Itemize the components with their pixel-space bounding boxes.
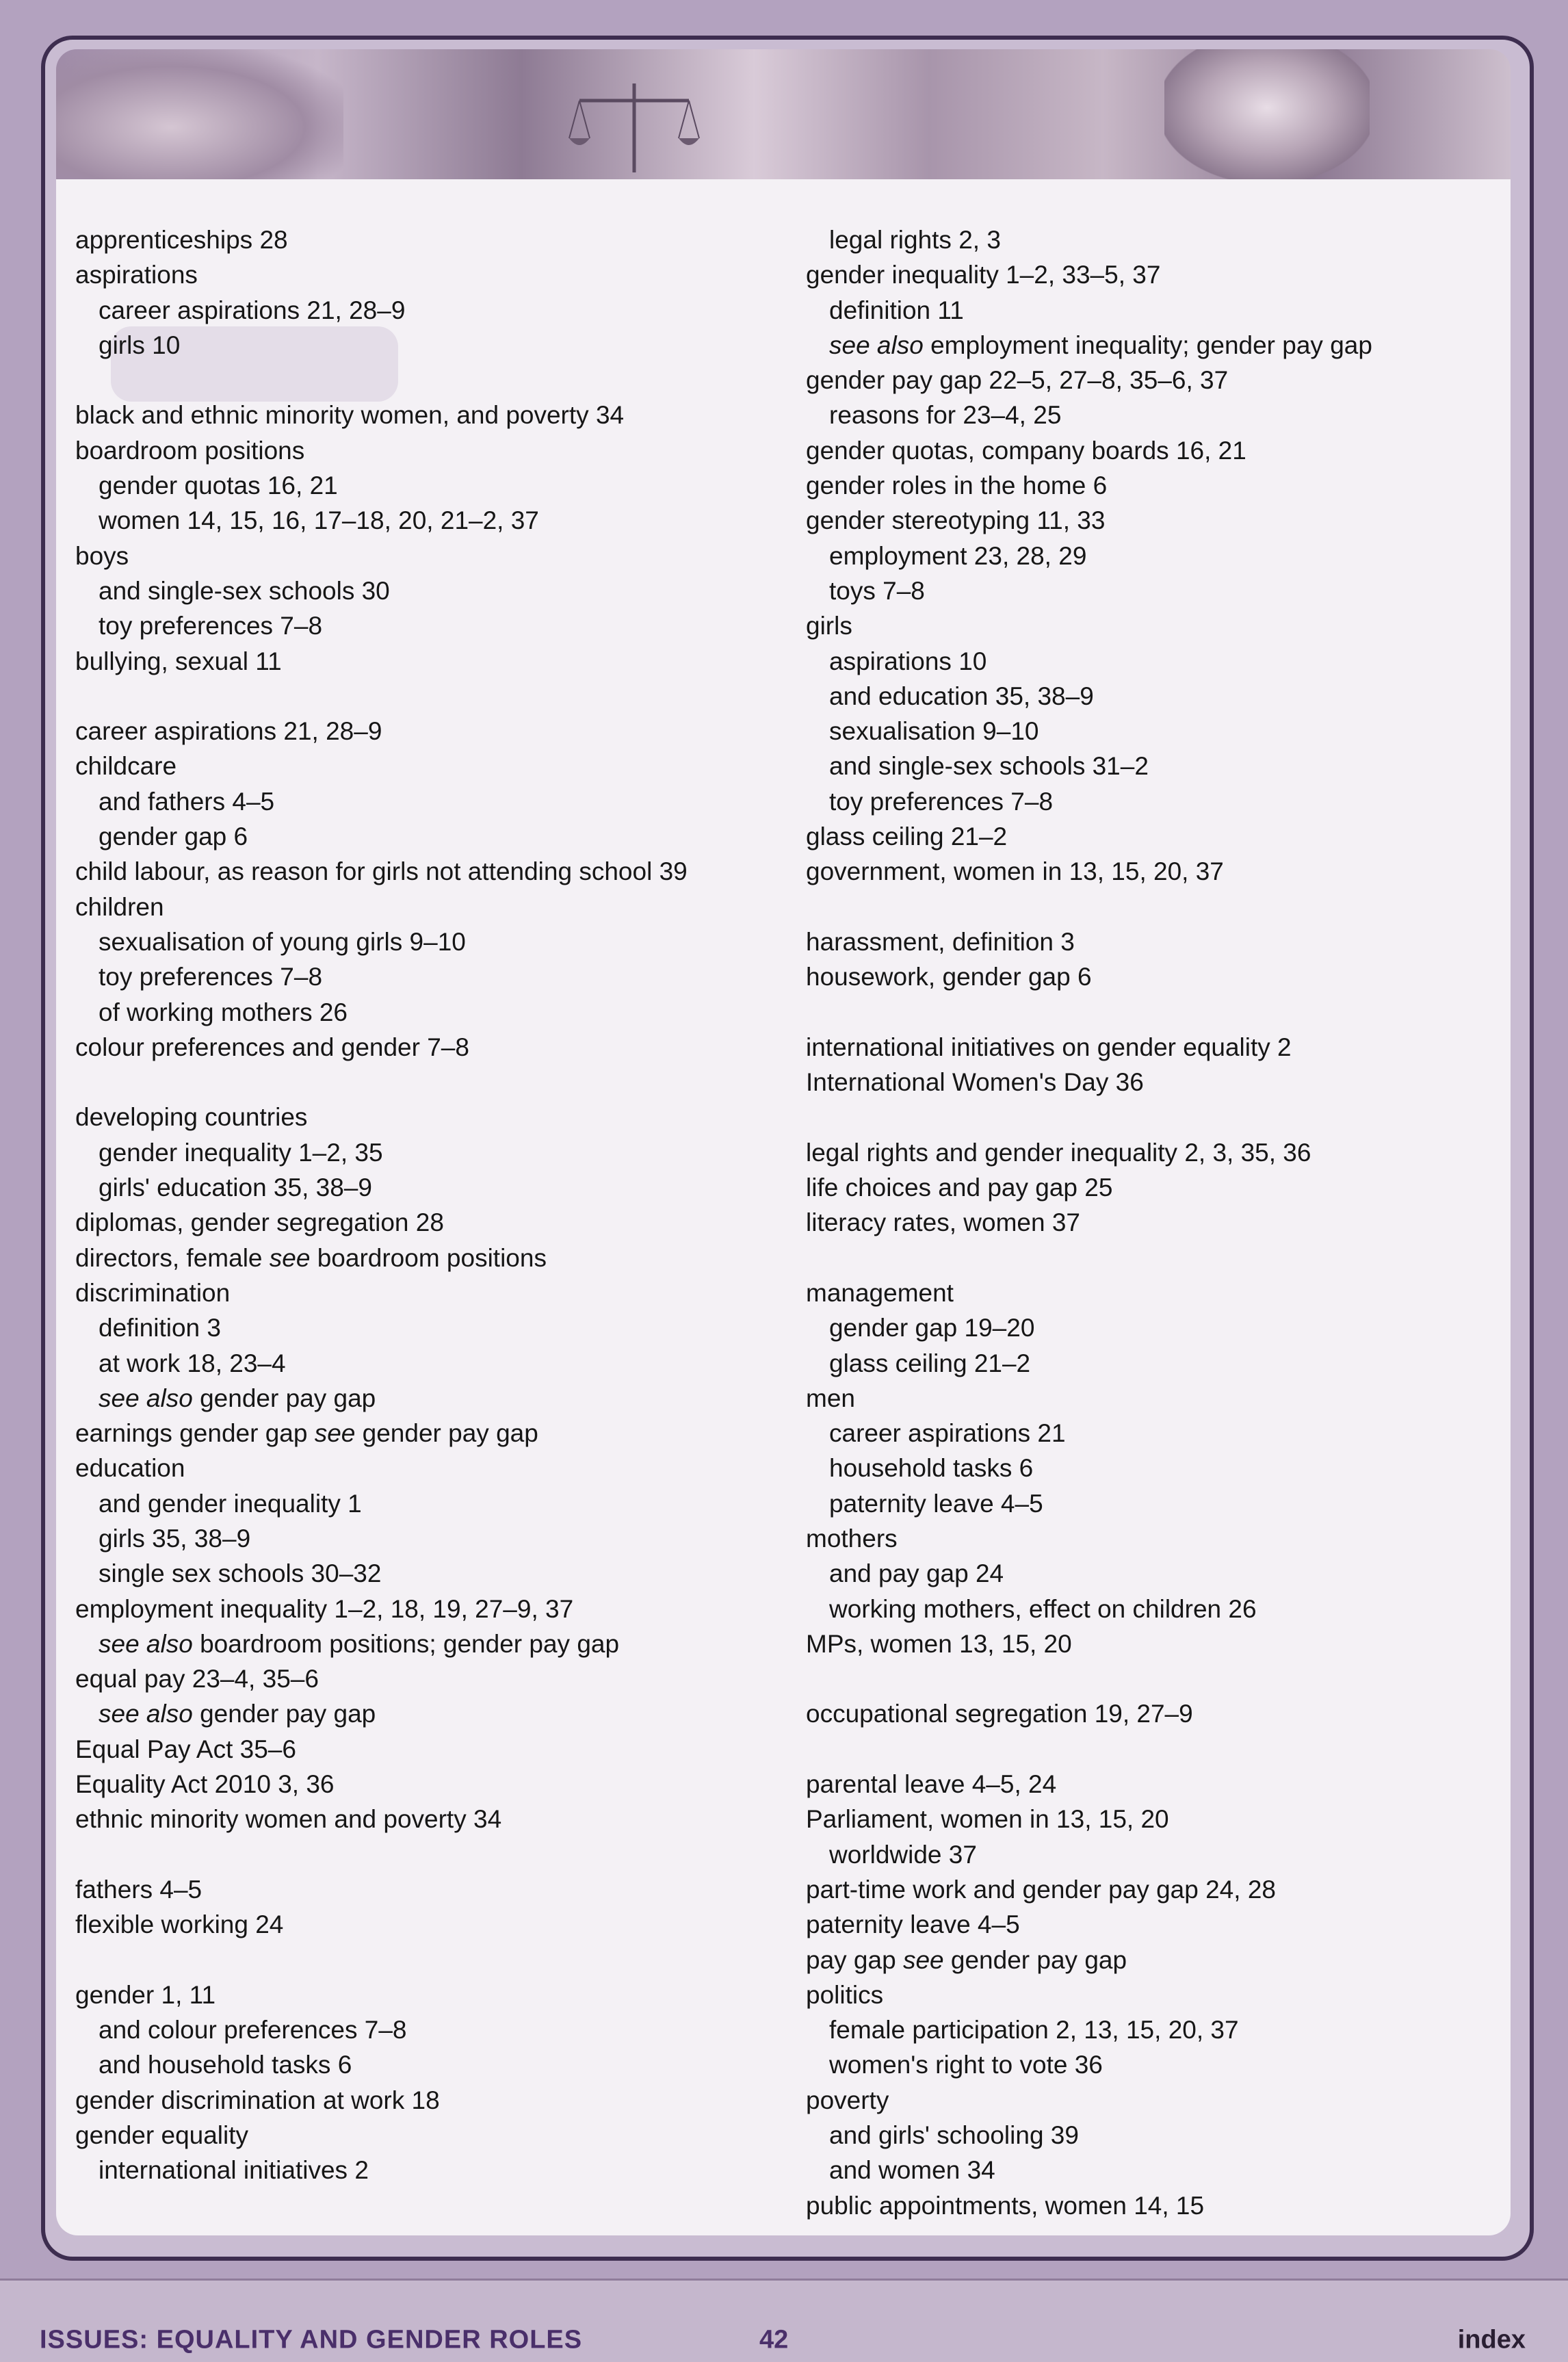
- index-subentry: [806, 2047, 1372, 2082]
- entry-text: Equality Act 2010 3, 36: [75, 1770, 335, 1799]
- entry-spacer: [806, 1732, 1372, 1767]
- entry-text: and single-sex schools 31–2: [829, 752, 1149, 781]
- entry-text: female participation 2, 13, 15, 20, 37: [829, 2016, 1239, 2045]
- see-reference: see also: [99, 1629, 193, 1658]
- entry-text: career aspirations 21, 28–9: [75, 717, 382, 746]
- face-photo: [56, 49, 343, 179]
- index-subentry: [75, 293, 688, 328]
- index-entry: [75, 1802, 688, 1837]
- entry-text: gender stereotyping 11, 33: [806, 506, 1106, 535]
- index-entry: [75, 1592, 688, 1626]
- index-entry: [806, 1030, 1372, 1065]
- index-subentry: [75, 819, 688, 854]
- index-entry: [75, 1977, 688, 2012]
- entry-text: toy preferences 7–8: [99, 963, 323, 991]
- entry-text: women 14, 15, 16, 17–18, 20, 21–2, 37: [99, 506, 539, 535]
- entry-text: poverty: [806, 2086, 889, 2114]
- entry-text: glass ceiling 21–2: [806, 822, 1008, 851]
- entry-text: gender roles in the home 6: [806, 471, 1108, 500]
- entry-text: MPs, women 13, 15, 20: [806, 1629, 1072, 1658]
- entry-text: gender quotas, company boards 16, 21: [806, 436, 1246, 465]
- entry-text: education: [75, 1454, 185, 1483]
- entry-spacer: [75, 1837, 688, 1872]
- entry-spacer: [75, 1065, 688, 1100]
- index-entry: [806, 1170, 1372, 1205]
- entry-text: and fathers 4–5: [99, 787, 275, 816]
- entry-text: boardroom positions: [75, 436, 305, 465]
- entry-text: black and ethnic minority women, and poverty 34: [75, 401, 625, 430]
- entry-text: career aspirations 21, 28–9: [99, 296, 406, 324]
- entry-text: child labour, as reason for girls not attending school 39: [75, 857, 688, 886]
- index-entry: [806, 257, 1372, 292]
- index-subentry: [806, 1416, 1372, 1451]
- index-entry: [75, 714, 688, 749]
- index-subentry: [75, 2047, 688, 2082]
- index-entry: [75, 1767, 688, 1802]
- index-subentry: [75, 2012, 688, 2047]
- entry-text: and women 34: [829, 2156, 995, 2185]
- index-entry: [806, 608, 1372, 643]
- entry-text: girls 35, 38–9: [99, 1524, 251, 1553]
- primate-photo: [1164, 49, 1370, 179]
- entry-text: employment 23, 28, 29: [829, 541, 1087, 570]
- entry-spacer: [806, 1241, 1372, 1275]
- entry-text: definition 11: [829, 296, 964, 324]
- entry-text: girls' education 35, 38–9: [99, 1173, 372, 1202]
- index-entry: [806, 1065, 1372, 1100]
- entry-text: toy preferences 7–8: [99, 612, 323, 640]
- index-entry: [806, 819, 1372, 854]
- entry-text: diplomas, gender segregation 28: [75, 1208, 444, 1237]
- index-subentry: [806, 398, 1372, 432]
- entry-text: directors, female: [75, 1243, 270, 1272]
- index-entry: [806, 363, 1372, 398]
- entry-text: worldwide 37: [829, 1840, 977, 1869]
- index-subentry: [75, 924, 688, 959]
- index-entry: [806, 468, 1372, 503]
- index-entry: [75, 749, 688, 783]
- entry-text: paternity leave 4–5: [806, 1910, 1020, 1939]
- index-subentry: [75, 995, 688, 1030]
- index-entry: [75, 1100, 688, 1134]
- index-entry: [806, 1381, 1372, 1416]
- index-entry: [806, 959, 1372, 994]
- entry-text: public appointments, women 14, 15: [806, 2191, 1205, 2220]
- index-entry: [75, 1416, 688, 1451]
- entry-text: employment inequality 1–2, 18, 19, 27–9, 37: [75, 1594, 574, 1623]
- section-label: index: [1457, 2325, 1526, 2354]
- entry-text: legal rights and gender inequality 2, 3, 35, 36: [806, 1138, 1311, 1167]
- entry-text: and gender inequality 1: [99, 1489, 362, 1518]
- entry-text: parental leave 4–5, 24: [806, 1770, 1057, 1799]
- index-subentry: [75, 1486, 688, 1521]
- scales-of-justice-icon: [562, 77, 706, 179]
- index-entry: [75, 257, 688, 292]
- index-entry: [806, 1767, 1372, 1802]
- index-subentry: [75, 608, 688, 643]
- index-subentry: [806, 1346, 1372, 1381]
- index-column-left: [75, 222, 688, 2188]
- entry-text: flexible working 24: [75, 1910, 284, 1939]
- index-subentry: [806, 293, 1372, 328]
- entry-text: girls: [806, 612, 852, 640]
- index-entry: [806, 503, 1372, 538]
- index-entry: [75, 1275, 688, 1310]
- entry-text: gender inequality 1–2, 33–5, 37: [806, 261, 1161, 289]
- entry-text: life choices and pay gap 25: [806, 1173, 1113, 1202]
- entry-spacer: [806, 1100, 1372, 1134]
- entry-text: part-time work and gender pay gap 24, 28: [806, 1875, 1276, 1904]
- index-entry: [75, 538, 688, 573]
- index-entry: [75, 1907, 688, 1942]
- index-subentry: [806, 2012, 1372, 2047]
- entry-text: sexualisation of young girls 9–10: [99, 927, 466, 956]
- entry-text: legal rights 2, 3: [829, 226, 1001, 254]
- index-entry: [75, 1661, 688, 1696]
- index-subentry: [75, 784, 688, 819]
- entry-text: earnings gender gap: [75, 1419, 315, 1448]
- index-subentry: [806, 1451, 1372, 1485]
- index-entry: [806, 1275, 1372, 1310]
- entry-text: gender discrimination at work 18: [75, 2086, 440, 2114]
- entry-text: harassment, definition 3: [806, 927, 1075, 956]
- index-subentry: [806, 714, 1372, 749]
- entry-text: and single-sex schools 30: [99, 576, 390, 605]
- index-entry: [75, 854, 688, 889]
- index-subentry: [806, 644, 1372, 679]
- index-entry: [806, 1626, 1372, 1661]
- entry-text: children: [75, 892, 164, 921]
- index-subentry: [806, 328, 1372, 363]
- entry-text: of working mothers 26: [99, 998, 348, 1026]
- entry-text: Parliament, women in 13, 15, 20: [806, 1805, 1169, 1834]
- entry-text: gender pay gap: [355, 1419, 538, 1448]
- index-column-right: [806, 222, 1372, 2223]
- index-entry: [75, 1451, 688, 1485]
- entry-spacer: [75, 363, 688, 398]
- see-reference: see: [314, 1419, 356, 1448]
- entry-spacer: [806, 1661, 1372, 1696]
- entry-text: apprenticeships 28: [75, 226, 288, 254]
- entry-spacer: [75, 1943, 688, 1977]
- entry-text: colour preferences and gender 7–8: [75, 1033, 469, 1061]
- index-subentry: [806, 784, 1372, 819]
- entry-text: working mothers, effect on children 26: [829, 1594, 1257, 1623]
- entry-text: gender equality: [75, 2121, 249, 2150]
- index-entry: [806, 1696, 1372, 1731]
- index-entry: [806, 1977, 1372, 2012]
- entry-text: gender pay gap: [192, 1700, 376, 1728]
- index-subentry: [75, 1626, 688, 1661]
- entry-text: aspirations 10: [829, 647, 987, 675]
- entry-text: and colour preferences 7–8: [99, 2016, 407, 2045]
- entry-text: definition 3: [99, 1314, 221, 1342]
- entry-text: equal pay 23–4, 35–6: [75, 1665, 319, 1693]
- entry-text: occupational segregation 19, 27–9: [806, 1700, 1193, 1728]
- entry-text: and household tasks 6: [99, 2051, 352, 2079]
- entry-text: government, women in 13, 15, 20, 37: [806, 857, 1224, 886]
- index-entry: [806, 854, 1372, 889]
- index-subentry: [806, 749, 1372, 783]
- index-subentry: [75, 328, 688, 363]
- index-entry: [75, 644, 688, 679]
- entry-text: glass ceiling 21–2: [829, 1349, 1031, 1377]
- entry-text: toys 7–8: [829, 576, 925, 605]
- entry-text: boardroom positions; gender pay gap: [192, 1629, 620, 1658]
- entry-text: management: [806, 1278, 954, 1307]
- entry-text: women's right to vote 36: [829, 2051, 1103, 2079]
- entry-text: reasons for 23–4, 25: [829, 401, 1062, 430]
- entry-text: employment inequality; gender pay gap: [923, 330, 1372, 359]
- see-reference: see: [902, 1945, 944, 1974]
- index-entry: [75, 1241, 688, 1275]
- entry-spacer: [806, 995, 1372, 1030]
- index-subentry: [75, 1346, 688, 1381]
- see-reference: see also: [99, 1384, 193, 1412]
- entry-text: gender pay gap: [943, 1945, 1127, 1974]
- index-subentry: [806, 2118, 1372, 2153]
- entry-text: aspirations: [75, 261, 198, 289]
- index-entry: [806, 1135, 1372, 1170]
- index-subentry: [75, 1381, 688, 1416]
- index-entry: [806, 2083, 1372, 2118]
- entry-text: girls 10: [99, 330, 181, 359]
- entry-text: and pay gap 24: [829, 1559, 1004, 1588]
- index-subentry: [75, 1696, 688, 1731]
- entry-text: international initiatives 2: [99, 2156, 369, 2185]
- entry-text: gender quotas 16, 21: [99, 471, 338, 500]
- entry-text: housework, gender gap 6: [806, 963, 1092, 991]
- entry-spacer: [75, 679, 688, 714]
- entry-text: International Women's Day 36: [806, 1068, 1144, 1097]
- index-subentry: [75, 1170, 688, 1205]
- entry-text: men: [806, 1384, 855, 1412]
- entry-text: discrimination: [75, 1278, 231, 1307]
- entry-text: international initiatives on gender equality 2: [806, 1033, 1292, 1061]
- index-subentry: [75, 1310, 688, 1345]
- see-reference: see also: [829, 330, 924, 359]
- index-subentry: [75, 959, 688, 994]
- index-entry: [75, 1030, 688, 1065]
- index-subentry: [806, 573, 1372, 608]
- entry-text: single sex schools 30–32: [99, 1559, 382, 1588]
- entry-text: literacy rates, women 37: [806, 1208, 1081, 1237]
- entry-text: and girls' schooling 39: [829, 2121, 1079, 2150]
- index-subentry: [806, 679, 1372, 714]
- entry-text: pay gap: [806, 1945, 903, 1974]
- entry-text: toy preferences 7–8: [829, 787, 1054, 816]
- index-entry: [806, 1205, 1372, 1240]
- index-entry: [806, 924, 1372, 959]
- entry-text: sexualisation 9–10: [829, 717, 1039, 746]
- index-entry: [75, 1732, 688, 1767]
- index-entry: [75, 398, 688, 432]
- entry-spacer: [806, 890, 1372, 924]
- index-entry: [806, 1872, 1372, 1907]
- index-subentry: [75, 1521, 688, 1556]
- index-subentry: [806, 1592, 1372, 1626]
- entry-text: gender 1, 11: [75, 1980, 216, 2009]
- index-subentry: [806, 1310, 1372, 1345]
- index-entry: [806, 1521, 1372, 1556]
- see-reference: see also: [99, 1700, 193, 1728]
- index-entry: [75, 2083, 688, 2118]
- index-entry: [75, 433, 688, 468]
- index-subentry: [806, 1486, 1372, 1521]
- index-subentry: [75, 2153, 688, 2188]
- index-entry: [806, 2188, 1372, 2223]
- entry-text: at work 18, 23–4: [99, 1349, 286, 1377]
- index-subentry: [75, 468, 688, 503]
- index-subentry: [75, 1135, 688, 1170]
- see-reference: see: [269, 1243, 311, 1272]
- index-subentry: [806, 1837, 1372, 1872]
- index-entry: [806, 1802, 1372, 1837]
- index-subentry: [75, 573, 688, 608]
- entry-text: gender pay gap: [192, 1384, 376, 1412]
- index-entry: [75, 890, 688, 924]
- header-banner: [56, 49, 1511, 179]
- entry-text: gender inequality 1–2, 35: [99, 1138, 383, 1167]
- entry-text: and education 35, 38–9: [829, 682, 1094, 710]
- index-entry: [806, 433, 1372, 468]
- index-entry: [75, 2118, 688, 2153]
- index-subentry: [806, 222, 1372, 257]
- entry-text: paternity leave 4–5: [829, 1489, 1043, 1518]
- entry-text: Equal Pay Act 35–6: [75, 1735, 296, 1763]
- entry-text: boardroom positions: [310, 1243, 547, 1272]
- entry-text: boys: [75, 541, 129, 570]
- index-entry: [75, 1872, 688, 1907]
- entry-text: politics: [806, 1980, 884, 2009]
- index-subentry: [806, 1556, 1372, 1591]
- entry-text: household tasks 6: [829, 1454, 1034, 1483]
- index-entry: [75, 222, 688, 257]
- entry-text: fathers 4–5: [75, 1875, 202, 1904]
- entry-text: ethnic minority women and poverty 34: [75, 1805, 502, 1834]
- entry-text: mothers: [806, 1524, 898, 1553]
- index-entry: [806, 1943, 1372, 1977]
- index-entry: [806, 1907, 1372, 1942]
- entry-text: bullying, sexual 11: [75, 647, 282, 675]
- index-subentry: [806, 2153, 1372, 2188]
- entry-text: career aspirations 21: [829, 1419, 1066, 1448]
- index-subentry: [806, 538, 1372, 573]
- entry-text: gender pay gap 22–5, 27–8, 35–6, 37: [806, 366, 1229, 395]
- index-entry: [75, 1205, 688, 1240]
- index-subentry: [75, 503, 688, 538]
- entry-text: gender gap 6: [99, 822, 248, 851]
- page-number: 42: [759, 2325, 789, 2354]
- footer-title: ISSUES: EQUALITY AND GENDER ROLES: [40, 2325, 583, 2354]
- entry-text: gender gap 19–20: [829, 1314, 1035, 1342]
- index-subentry: [75, 1556, 688, 1591]
- entry-text: childcare: [75, 752, 177, 781]
- entry-text: developing countries: [75, 1103, 308, 1132]
